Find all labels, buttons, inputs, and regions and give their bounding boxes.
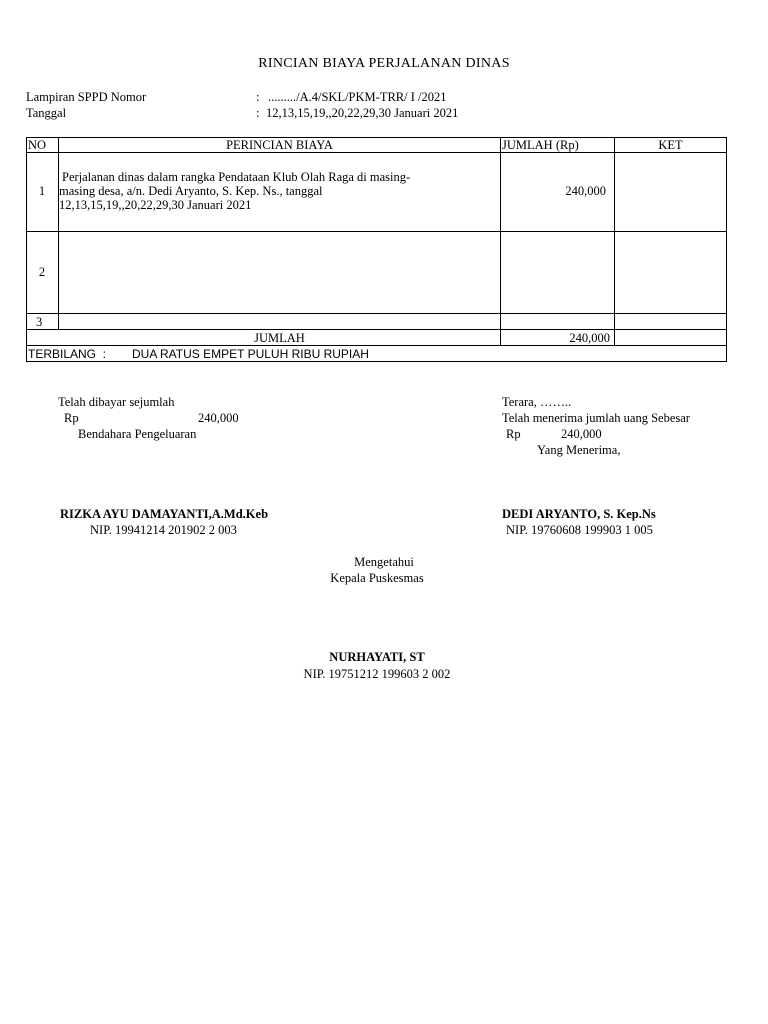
table-border-right [726, 137, 727, 362]
total-label: JUMLAH [254, 331, 305, 345]
payer-role: Bendahara Pengeluaran [78, 427, 197, 441]
table-col-divider [58, 137, 59, 330]
table-border-left [26, 137, 27, 362]
tanggal-colon: : [256, 106, 260, 120]
terbilang-value: DUA RATUS EMPET PULUH RIBU RUPIAH [132, 347, 369, 361]
row2-no: 2 [38, 265, 46, 279]
table-row-divider [26, 313, 727, 314]
row1-desc: masing desa, a/n. Dedi Aryanto, S. Kep. Ns., tanggal [59, 184, 323, 198]
total-amount: 240,000 [569, 331, 610, 345]
approver-line2: Kepala Puskesmas [330, 571, 424, 585]
table-col-divider [614, 137, 615, 346]
header-ket: KET [658, 138, 683, 152]
receiver-name: DEDI ARYANTO, S. Kep.Ns [502, 507, 656, 521]
receiver-place: Terara, …….. [502, 395, 572, 409]
receiver-line: Telah menerima jumlah uang Sebesar [502, 411, 690, 425]
payer-nip: NIP. 19941214 201902 2 003 [90, 523, 237, 537]
payer-name: RIZKA AYU DAMAYANTI,A.Md.Keb [60, 507, 269, 521]
receiver-role: Yang Menerima, [537, 443, 621, 457]
table-col-divider [500, 137, 501, 346]
header-no: NO [28, 138, 47, 152]
tanggal-label: Tanggal [26, 106, 67, 120]
approver-nip: NIP. 19751212 199603 2 002 [303, 667, 451, 681]
header-jumlah: JUMLAH (Rp) [502, 138, 579, 152]
lampiran-value: ........./A.4/SKL/PKM-TRR/ I /2021 [268, 90, 447, 104]
tanggal-value: 12,13,15,19,,20,22,29,30 Januari 2021 [266, 106, 459, 120]
receiver-amount: 240,000 [561, 427, 602, 441]
row1-desc: Perjalanan dinas dalam rangka Pendataan Klub Olah Raga di masing- [62, 170, 411, 184]
lampiran-label: Lampiran SPPD Nomor [26, 90, 147, 104]
receiver-rp: Rp [506, 427, 521, 441]
table-row-divider [26, 231, 727, 232]
row1-desc: 12,13,15,19,,20,22,29,30 Januari 2021 [59, 198, 252, 212]
header-perincian: PERINCIAN BIAYA [226, 138, 333, 152]
approver-line1: Mengetahui [354, 555, 414, 569]
row1-amount: 240,000 [565, 184, 606, 198]
row1-no: 1 [38, 184, 46, 198]
row3-no: 3 [36, 315, 43, 329]
approver-name: NURHAYATI, ST [329, 650, 425, 664]
terbilang-label: TERBILANG : [28, 347, 107, 361]
table-row-divider [26, 329, 727, 330]
page-title: RINCIAN BIAYA PERJALANAN DINAS [258, 56, 510, 71]
payer-rp: Rp [64, 411, 79, 425]
payer-amount: 240,000 [198, 411, 239, 425]
lampiran-colon: : [256, 90, 260, 104]
payer-line: Telah dibayar sejumlah [58, 395, 175, 409]
expense-table [26, 137, 727, 362]
receiver-nip: NIP. 19760608 199903 1 005 [506, 523, 653, 537]
